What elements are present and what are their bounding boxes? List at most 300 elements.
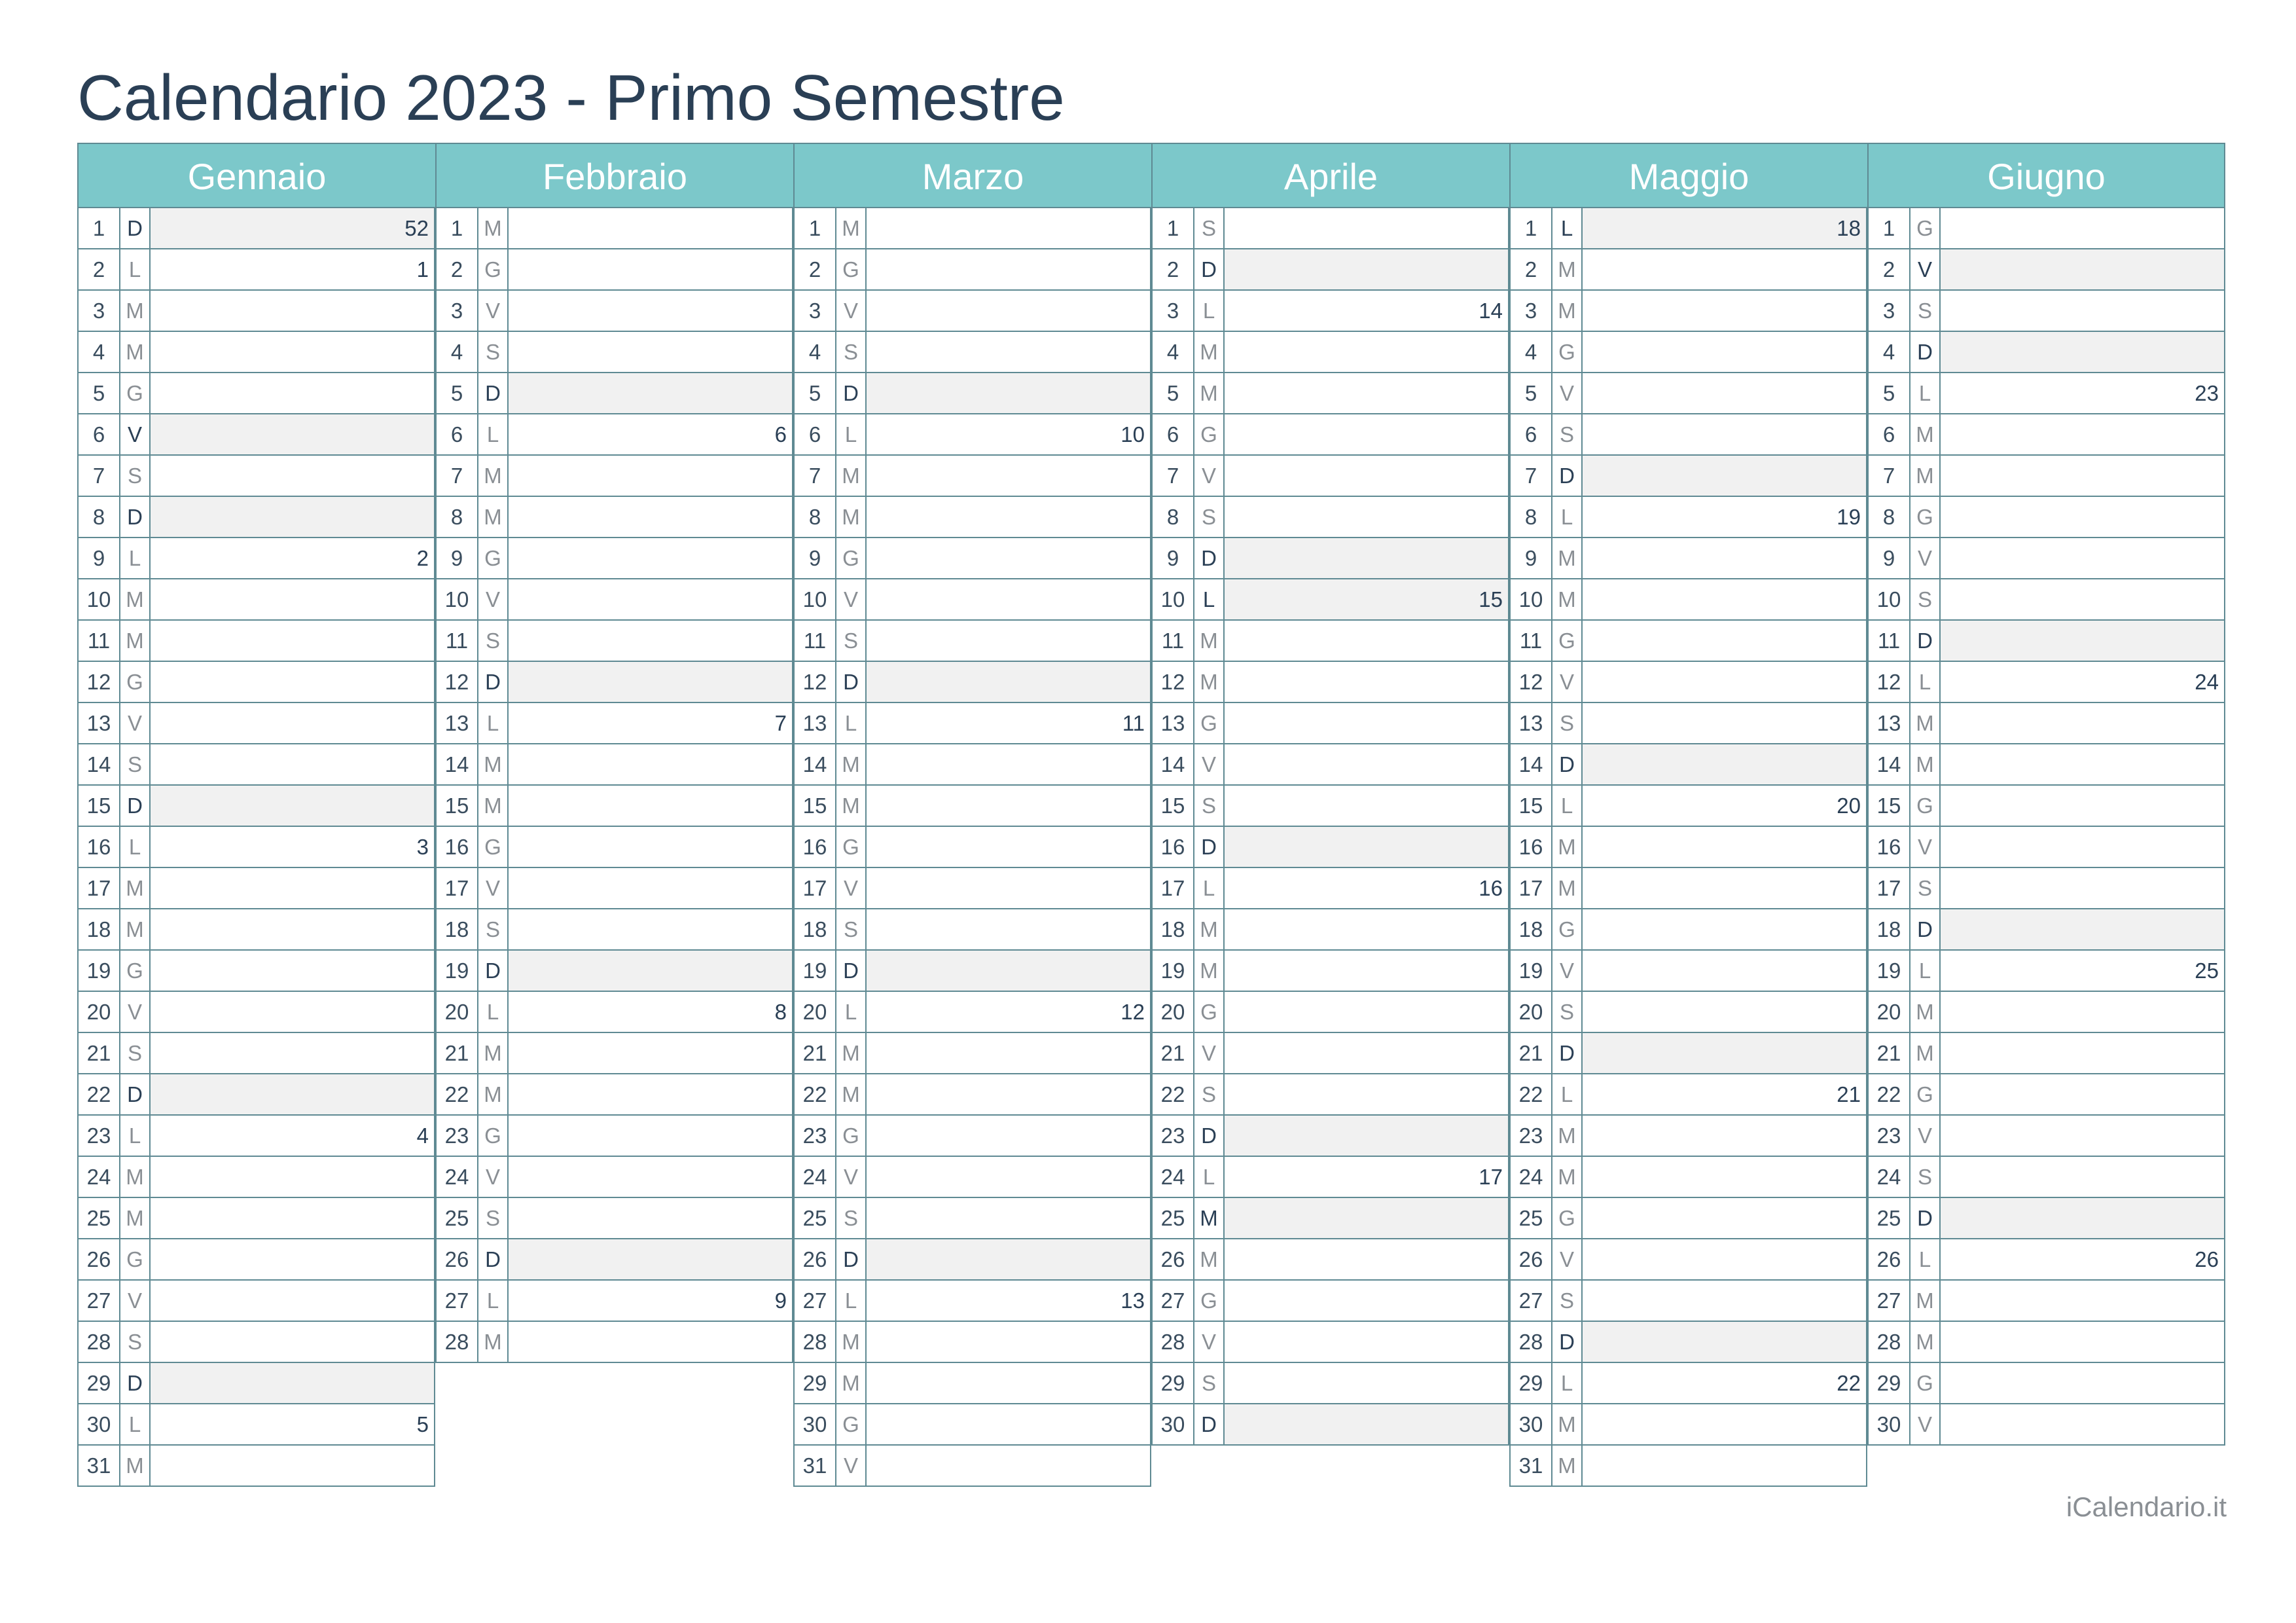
day-row xyxy=(1869,909,2224,951)
day-number: 23 xyxy=(1153,1116,1194,1156)
day-number: 8 xyxy=(79,497,120,537)
month-column xyxy=(435,143,793,1487)
week-number xyxy=(151,1198,434,1238)
day-number: 27 xyxy=(795,1281,836,1321)
day-number: 1 xyxy=(79,208,120,248)
day-number: 7 xyxy=(437,456,478,496)
day-row xyxy=(795,373,1150,414)
weekday-letter: L xyxy=(1194,291,1225,331)
day-number: 18 xyxy=(1869,909,1910,949)
day-number: 25 xyxy=(437,1198,478,1238)
day-number: 2 xyxy=(1511,249,1552,289)
day-number: 25 xyxy=(1511,1198,1552,1238)
week-number xyxy=(1225,703,1508,743)
weekday-letter: S xyxy=(1552,414,1583,454)
day-number: 6 xyxy=(1153,414,1194,454)
day-row xyxy=(79,538,434,579)
weekday-letter: G xyxy=(836,827,867,867)
weekday-letter: G xyxy=(478,538,509,578)
day-row xyxy=(1511,621,1866,662)
day-row xyxy=(1869,538,2224,579)
weekday-letter: M xyxy=(1910,992,1941,1032)
day-row xyxy=(1153,456,1508,497)
day-row xyxy=(1511,373,1866,414)
day-row xyxy=(1511,1033,1866,1074)
footer-brand: iCalendario.it xyxy=(2066,1491,2227,1522)
day-row xyxy=(79,1157,434,1198)
day-row xyxy=(1869,497,2224,538)
day-row xyxy=(1511,208,1866,249)
week-number xyxy=(867,579,1150,619)
weekday-letter: D xyxy=(836,373,867,413)
day-number: 23 xyxy=(437,1116,478,1156)
weekday-letter: L xyxy=(836,703,867,743)
day-row xyxy=(1869,1033,2224,1074)
weekday-letter: D xyxy=(120,1074,151,1114)
week-number xyxy=(151,662,434,702)
day-number: 11 xyxy=(795,621,836,661)
day-row xyxy=(795,703,1150,744)
weekday-letter: M xyxy=(1552,249,1583,289)
week-number xyxy=(1225,1322,1508,1362)
week-number xyxy=(1941,208,2224,248)
day-number: 7 xyxy=(1511,456,1552,496)
weekday-letter: D xyxy=(478,1239,509,1279)
week-number xyxy=(1941,497,2224,537)
week-number xyxy=(151,456,434,496)
day-row xyxy=(437,951,792,992)
week-number xyxy=(1225,1074,1508,1114)
weekday-letter: L xyxy=(1910,373,1941,413)
day-list xyxy=(793,208,1151,1487)
week-number xyxy=(1583,1198,1866,1238)
day-number: 4 xyxy=(1511,332,1552,372)
day-number: 7 xyxy=(795,456,836,496)
day-number: 18 xyxy=(437,909,478,949)
weekday-letter: V xyxy=(1552,1239,1583,1279)
day-row xyxy=(79,703,434,744)
day-number: 31 xyxy=(795,1446,836,1486)
day-row xyxy=(795,1116,1150,1157)
weekday-letter: M xyxy=(120,909,151,949)
day-number: 12 xyxy=(1153,662,1194,702)
week-number xyxy=(1941,1157,2224,1197)
week-number xyxy=(1225,992,1508,1032)
day-row xyxy=(795,1446,1150,1487)
week-number xyxy=(1583,1033,1866,1073)
day-row xyxy=(795,1157,1150,1198)
week-number xyxy=(151,909,434,949)
day-number: 9 xyxy=(1869,538,1910,578)
month-column xyxy=(1509,143,1867,1487)
week-number: 19 xyxy=(1837,505,1861,529)
week-number xyxy=(1941,1116,2224,1156)
day-number: 19 xyxy=(1153,951,1194,991)
day-number: 28 xyxy=(79,1322,120,1362)
weekday-letter: G xyxy=(478,827,509,867)
day-number: 31 xyxy=(1511,1446,1552,1486)
week-number xyxy=(1941,249,2224,289)
day-number: 3 xyxy=(437,291,478,331)
weekday-letter: M xyxy=(120,332,151,372)
day-row xyxy=(1153,1157,1508,1198)
weekday-letter: L xyxy=(120,1116,151,1156)
week-number xyxy=(1941,992,2224,1032)
day-number: 19 xyxy=(79,951,120,991)
day-row xyxy=(1153,951,1508,992)
week-number xyxy=(1225,1198,1508,1238)
weekday-letter: L xyxy=(1194,868,1225,908)
day-number: 24 xyxy=(1511,1157,1552,1197)
week-number: 17 xyxy=(1479,1165,1503,1189)
day-row xyxy=(1511,662,1866,703)
day-row xyxy=(795,208,1150,249)
day-row xyxy=(1153,1033,1508,1074)
weekday-letter: D xyxy=(478,951,509,991)
day-row xyxy=(79,1363,434,1404)
day-number: 11 xyxy=(1869,621,1910,661)
day-row xyxy=(437,827,792,868)
weekday-letter: D xyxy=(1552,1033,1583,1073)
day-number: 19 xyxy=(437,951,478,991)
week-number xyxy=(509,373,792,413)
day-row xyxy=(1869,1198,2224,1239)
week-number xyxy=(509,456,792,496)
day-row xyxy=(1153,1239,1508,1281)
weekday-letter: V xyxy=(1194,744,1225,784)
weekday-letter: M xyxy=(836,744,867,784)
week-number xyxy=(1225,456,1508,496)
day-row xyxy=(1511,1074,1866,1116)
weekday-letter: V xyxy=(120,703,151,743)
week-number xyxy=(1583,909,1866,949)
day-list xyxy=(77,208,435,1487)
weekday-letter: G xyxy=(120,1239,151,1279)
weekday-letter: M xyxy=(120,291,151,331)
day-number: 26 xyxy=(795,1239,836,1279)
week-number: 20 xyxy=(1837,793,1861,818)
day-number: 1 xyxy=(795,208,836,248)
weekday-letter: M xyxy=(1552,1404,1583,1444)
weekday-letter: S xyxy=(120,1322,151,1362)
day-row xyxy=(795,1322,1150,1363)
day-row xyxy=(79,744,434,786)
week-number xyxy=(509,868,792,908)
day-number: 21 xyxy=(795,1033,836,1073)
day-row xyxy=(1511,414,1866,456)
day-number: 15 xyxy=(1511,786,1552,826)
day-number: 16 xyxy=(1511,827,1552,867)
week-number xyxy=(1225,414,1508,454)
week-number: 10 xyxy=(1121,422,1145,447)
weekday-letter: D xyxy=(1910,1198,1941,1238)
week-number xyxy=(1583,579,1866,619)
day-number: 15 xyxy=(1153,786,1194,826)
day-row xyxy=(795,414,1150,456)
weekday-letter: V xyxy=(1194,1033,1225,1073)
week-number xyxy=(867,291,1150,331)
day-number: 12 xyxy=(79,662,120,702)
week-number xyxy=(867,208,1150,248)
weekday-letter: M xyxy=(1910,1281,1941,1321)
day-number: 2 xyxy=(1869,249,1910,289)
weekday-letter: D xyxy=(120,786,151,826)
weekday-letter: M xyxy=(1194,332,1225,372)
week-number xyxy=(1225,1363,1508,1403)
day-number: 22 xyxy=(79,1074,120,1114)
week-number xyxy=(1583,744,1866,784)
week-number xyxy=(1225,951,1508,991)
weekday-letter: M xyxy=(1552,579,1583,619)
weekday-letter: S xyxy=(1910,291,1941,331)
weekday-letter: M xyxy=(836,497,867,537)
week-number xyxy=(509,662,792,702)
day-number: 24 xyxy=(437,1157,478,1197)
day-row xyxy=(795,868,1150,909)
weekday-letter: S xyxy=(836,1198,867,1238)
day-row xyxy=(1153,1281,1508,1322)
day-row xyxy=(795,1281,1150,1322)
day-row xyxy=(795,992,1150,1033)
day-row xyxy=(437,662,792,703)
day-number: 17 xyxy=(437,868,478,908)
weekday-letter: M xyxy=(1552,868,1583,908)
day-row xyxy=(795,332,1150,373)
page-title: Calendario 2023 - Primo Semestre xyxy=(77,62,1065,134)
weekday-letter: L xyxy=(836,414,867,454)
day-row xyxy=(1511,1116,1866,1157)
calendar-grid xyxy=(77,143,2227,1487)
day-row xyxy=(1153,1116,1508,1157)
week-number xyxy=(509,579,792,619)
day-row xyxy=(795,1033,1150,1074)
week-number xyxy=(1941,909,2224,949)
day-row xyxy=(79,1239,434,1281)
weekday-letter: L xyxy=(1910,662,1941,702)
week-number: 12 xyxy=(1121,1000,1145,1024)
weekday-letter: M xyxy=(478,497,509,537)
week-number xyxy=(1941,1033,2224,1073)
day-number: 16 xyxy=(795,827,836,867)
day-number: 13 xyxy=(1511,703,1552,743)
week-number xyxy=(1941,744,2224,784)
day-row xyxy=(79,414,434,456)
day-number: 4 xyxy=(79,332,120,372)
day-number: 29 xyxy=(1869,1363,1910,1403)
weekday-letter: V xyxy=(120,992,151,1032)
day-number: 26 xyxy=(1153,1239,1194,1279)
weekday-letter: V xyxy=(120,1281,151,1321)
weekday-letter: V xyxy=(478,579,509,619)
day-number: 13 xyxy=(79,703,120,743)
week-number xyxy=(1941,1322,2224,1362)
day-number: 22 xyxy=(1153,1074,1194,1114)
week-number xyxy=(867,621,1150,661)
day-row xyxy=(1869,208,2224,249)
day-row xyxy=(1511,1157,1866,1198)
weekday-letter: M xyxy=(120,579,151,619)
day-number: 7 xyxy=(1869,456,1910,496)
week-number xyxy=(509,1033,792,1073)
day-row xyxy=(437,373,792,414)
day-number: 25 xyxy=(79,1198,120,1238)
week-number xyxy=(1225,373,1508,413)
week-number: 15 xyxy=(1225,579,1508,619)
day-number: 25 xyxy=(1153,1198,1194,1238)
day-number: 8 xyxy=(795,497,836,537)
week-number xyxy=(1225,208,1508,248)
day-number: 16 xyxy=(79,827,120,867)
month-header: Giugno xyxy=(1867,143,2225,208)
weekday-letter: M xyxy=(1910,744,1941,784)
day-row xyxy=(437,992,792,1033)
weekday-letter: G xyxy=(1910,208,1941,248)
weekday-letter: D xyxy=(1910,909,1941,949)
day-row xyxy=(1869,621,2224,662)
day-row xyxy=(1869,662,2224,703)
day-number: 2 xyxy=(79,249,120,289)
weekday-letter: D xyxy=(1552,1322,1583,1362)
week-number xyxy=(1225,1116,1508,1156)
week-number xyxy=(151,1363,434,1403)
day-number: 8 xyxy=(1511,497,1552,537)
week-number xyxy=(1583,1404,1866,1444)
day-number: 28 xyxy=(437,1322,478,1362)
day-row xyxy=(79,579,434,621)
day-row xyxy=(79,1404,434,1446)
week-number xyxy=(1941,1404,2224,1444)
week-number xyxy=(509,249,792,289)
day-row xyxy=(79,1116,434,1157)
day-row xyxy=(79,497,434,538)
day-number: 9 xyxy=(437,538,478,578)
week-number xyxy=(1583,621,1866,661)
week-number xyxy=(1225,662,1508,702)
day-number: 10 xyxy=(795,579,836,619)
day-row xyxy=(1511,868,1866,909)
day-number: 29 xyxy=(79,1363,120,1403)
week-number xyxy=(867,786,1150,826)
week-number xyxy=(151,744,434,784)
day-row xyxy=(795,827,1150,868)
day-number: 20 xyxy=(437,992,478,1032)
day-row xyxy=(79,786,434,827)
week-number xyxy=(509,208,792,248)
weekday-letter: V xyxy=(1910,1116,1941,1156)
week-number xyxy=(1941,291,2224,331)
day-row xyxy=(1153,249,1508,291)
day-number: 10 xyxy=(1511,579,1552,619)
day-list xyxy=(435,208,793,1363)
week-number xyxy=(151,1446,434,1486)
day-row xyxy=(79,827,434,868)
day-row xyxy=(437,1239,792,1281)
weekday-letter: M xyxy=(478,744,509,784)
day-row xyxy=(795,456,1150,497)
day-number: 27 xyxy=(437,1281,478,1321)
week-number xyxy=(867,951,1150,991)
day-number: 3 xyxy=(795,291,836,331)
weekday-letter: V xyxy=(478,868,509,908)
day-number: 4 xyxy=(437,332,478,372)
day-number: 18 xyxy=(795,909,836,949)
day-number: 24 xyxy=(79,1157,120,1197)
week-number xyxy=(1225,332,1508,372)
week-number xyxy=(509,1116,792,1156)
week-number xyxy=(1941,1198,2224,1238)
day-number: 24 xyxy=(795,1157,836,1197)
week-number xyxy=(151,1239,434,1279)
day-number: 13 xyxy=(1869,703,1910,743)
week-number xyxy=(1583,249,1866,289)
day-number: 20 xyxy=(795,992,836,1032)
day-number: 4 xyxy=(795,332,836,372)
day-number: 11 xyxy=(437,621,478,661)
day-row xyxy=(79,621,434,662)
week-number: 2 xyxy=(416,546,429,570)
week-number xyxy=(151,579,434,619)
day-row xyxy=(1869,579,2224,621)
day-row xyxy=(795,1363,1150,1404)
day-number: 11 xyxy=(79,621,120,661)
day-number: 26 xyxy=(437,1239,478,1279)
week-number xyxy=(509,1322,792,1362)
week-number xyxy=(1941,1074,2224,1114)
day-number: 26 xyxy=(79,1239,120,1279)
weekday-letter: V xyxy=(1552,662,1583,702)
week-number xyxy=(509,1157,792,1197)
weekday-letter: D xyxy=(1194,538,1225,578)
day-number: 28 xyxy=(1153,1322,1194,1362)
day-row xyxy=(437,1074,792,1116)
day-row xyxy=(1869,827,2224,868)
weekday-letter: G xyxy=(478,249,509,289)
day-number: 5 xyxy=(795,373,836,413)
week-number xyxy=(509,621,792,661)
week-number xyxy=(867,1363,1150,1403)
day-number: 20 xyxy=(79,992,120,1032)
weekday-letter: M xyxy=(478,1074,509,1114)
week-number xyxy=(1225,1404,1508,1444)
day-row xyxy=(1511,786,1866,827)
weekday-letter: S xyxy=(120,456,151,496)
day-number: 18 xyxy=(79,909,120,949)
day-row xyxy=(795,951,1150,992)
week-number xyxy=(1225,827,1508,867)
week-number xyxy=(1583,951,1866,991)
week-number xyxy=(509,827,792,867)
day-row xyxy=(1153,332,1508,373)
week-number xyxy=(509,538,792,578)
day-row xyxy=(437,414,792,456)
day-row xyxy=(1153,703,1508,744)
weekday-letter: D xyxy=(1194,827,1225,867)
day-number: 16 xyxy=(1869,827,1910,867)
day-number: 1 xyxy=(1511,208,1552,248)
weekday-letter: V xyxy=(120,414,151,454)
day-number: 28 xyxy=(1869,1322,1910,1362)
day-row xyxy=(1869,786,2224,827)
day-row xyxy=(1869,1281,2224,1322)
day-row xyxy=(1511,703,1866,744)
week-number xyxy=(151,868,434,908)
day-row xyxy=(1869,249,2224,291)
weekday-letter: D xyxy=(1552,744,1583,784)
day-row xyxy=(795,291,1150,332)
day-row xyxy=(1153,373,1508,414)
day-number: 7 xyxy=(79,456,120,496)
month-header: Marzo xyxy=(793,143,1151,208)
